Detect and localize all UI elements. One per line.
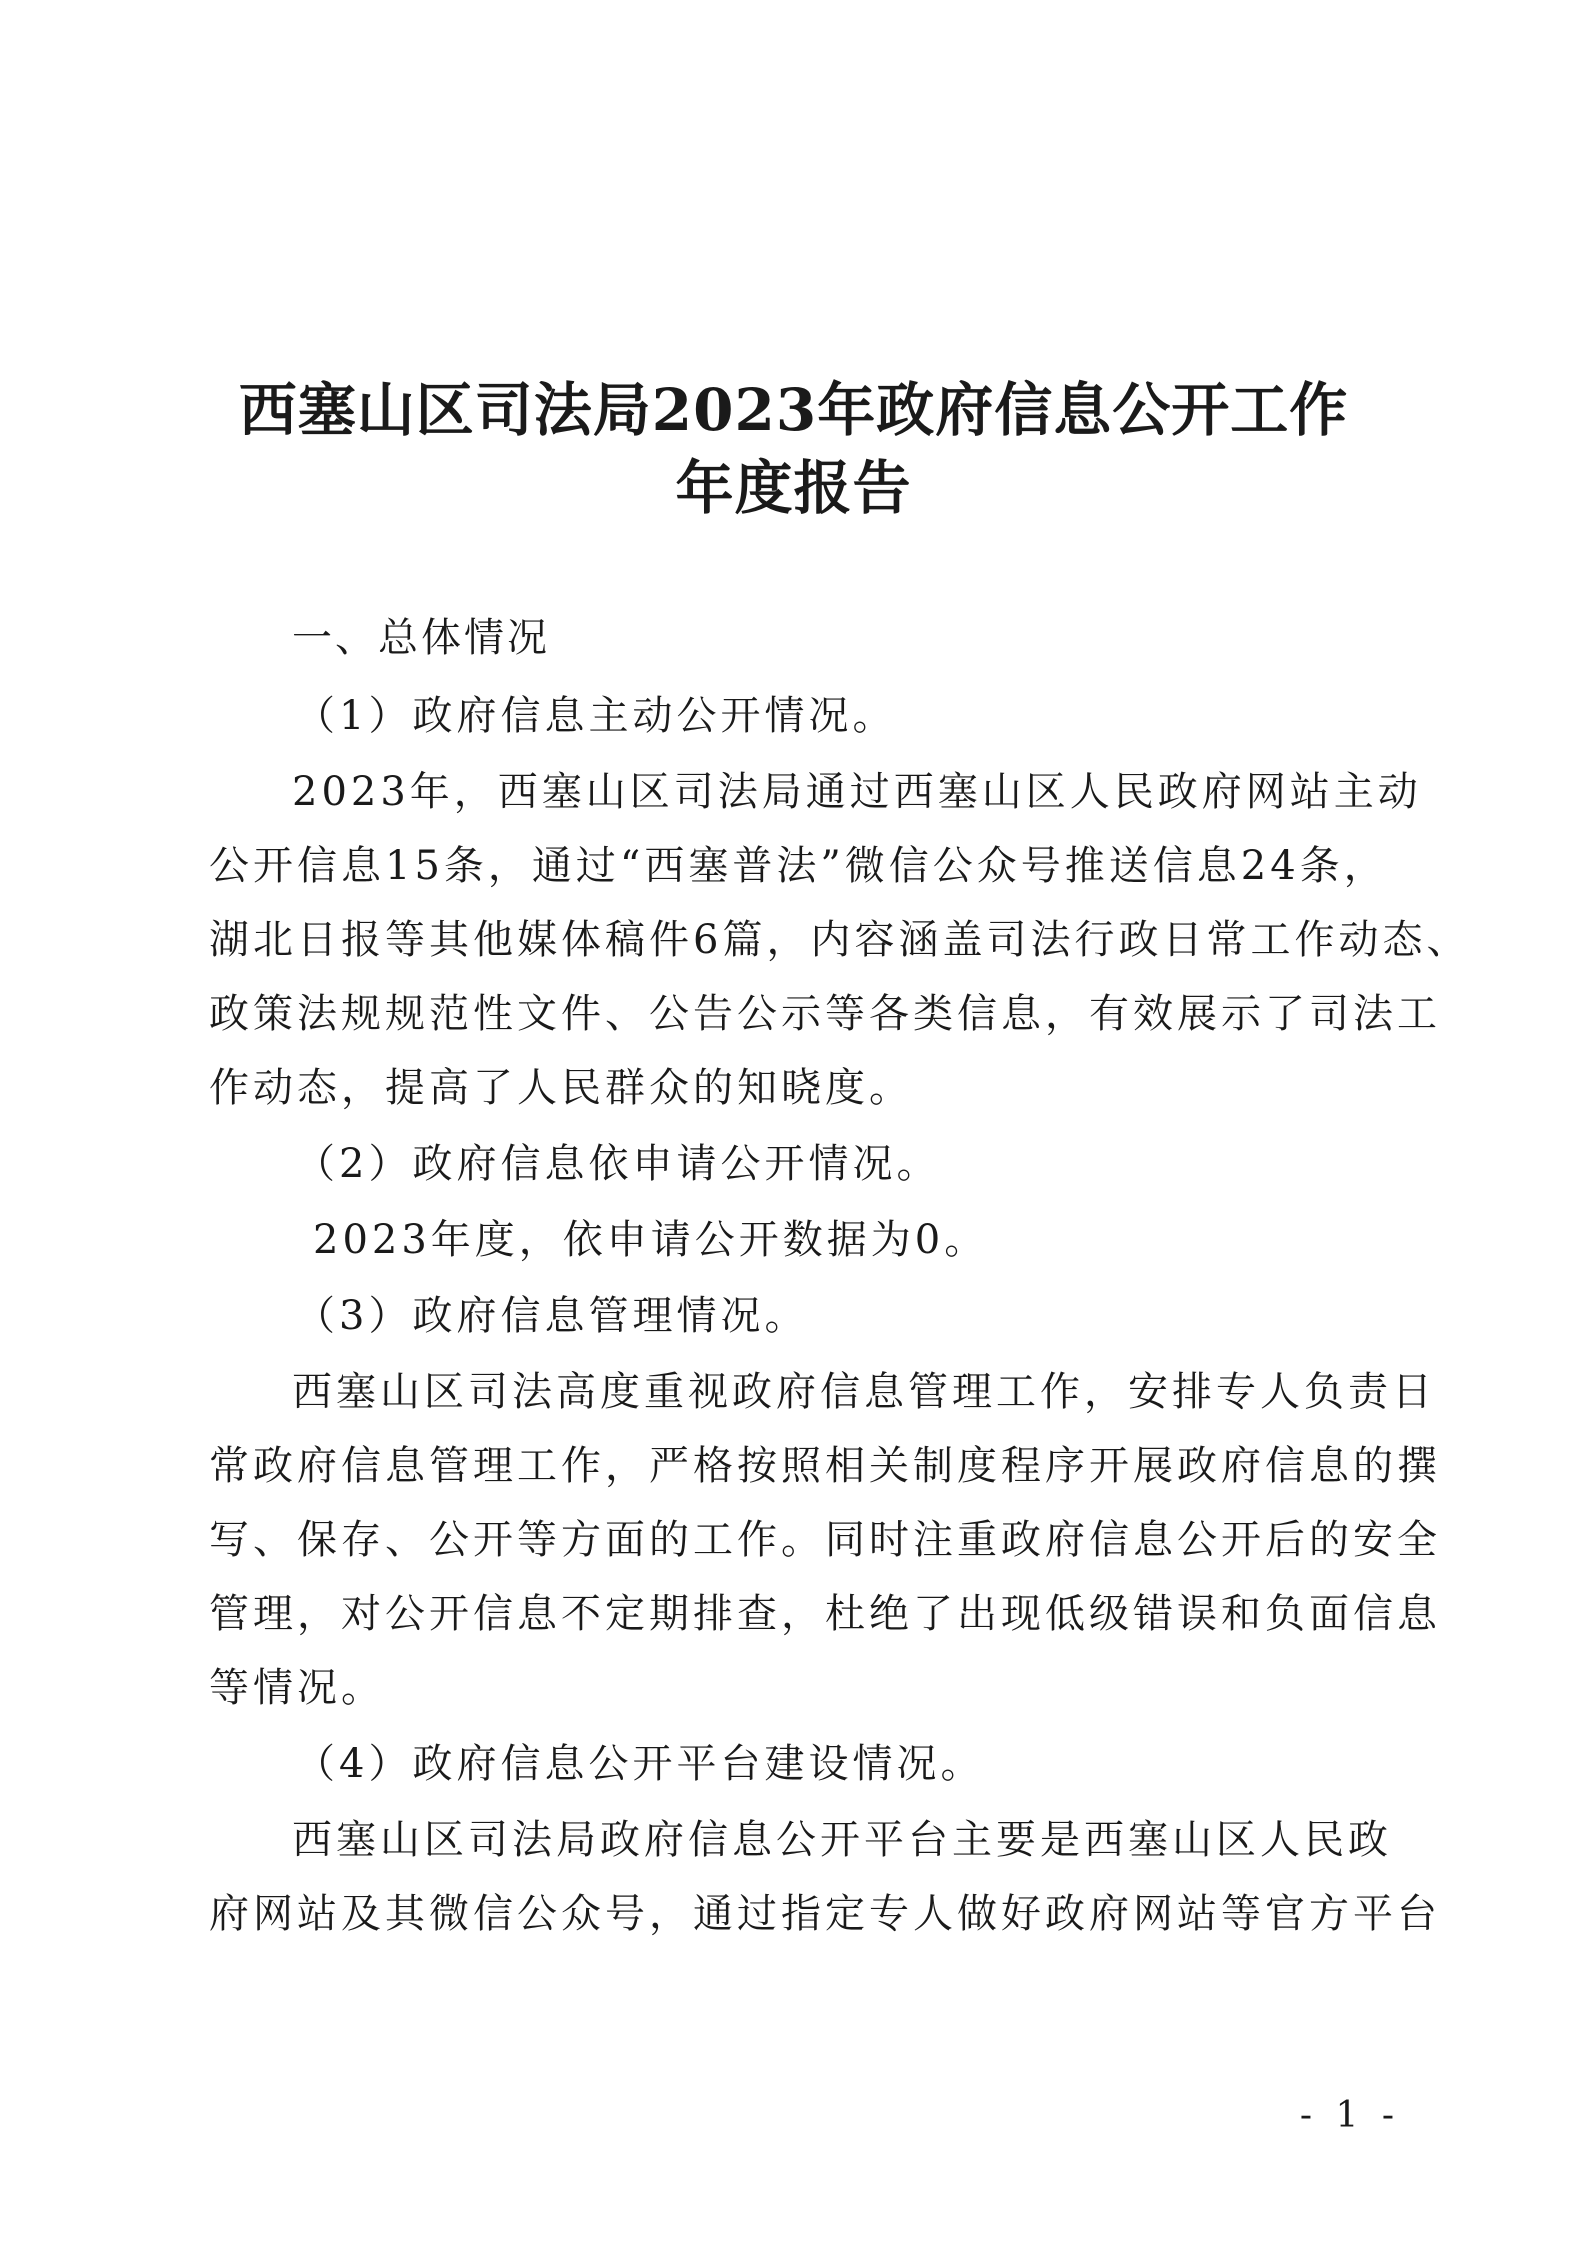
paragraph-line: 管理，对公开信息不定期排查，杜绝了出现低级错误和负面信息 <box>209 1591 1441 1637</box>
paragraph-line: 府网站及其微信公众号，通过指定专人做好政府网站等官方平台 <box>209 1891 1441 1937</box>
paragraph-line: 政策法规规范性文件、公告公示等各类信息，有效展示了司法工 <box>209 991 1441 1037</box>
subsection-heading-1: （1）政府信息主动公开情况。 <box>295 693 897 739</box>
paragraph-line: 写、保存、公开等方面的工作。同时注重政府信息公开后的安全 <box>209 1517 1441 1563</box>
subsection-heading-4: （4）政府信息公开平台建设情况。 <box>295 1741 985 1787</box>
paragraph-line: 等情况。 <box>209 1665 385 1711</box>
section-heading-overview: 一、总体情况 <box>292 615 550 661</box>
paragraph-line: 西塞山区司法高度重视政府信息管理工作，安排专人负责日 <box>292 1369 1436 1415</box>
paragraph-line: 常政府信息管理工作，严格按照相关制度程序开展政府信息的撰 <box>209 1443 1441 1489</box>
paragraph-line: 2023年，西塞山区司法局通过西塞山区人民政府网站主动 <box>292 769 1422 815</box>
report-title-line-2: 年度报告 <box>675 454 912 522</box>
paragraph-line: 作动态，提高了人民群众的知晓度。 <box>209 1065 913 1111</box>
paragraph-line: 西塞山区司法局政府信息公开平台主要是西塞山区人民政 <box>292 1817 1392 1863</box>
paragraph-line: 公开信息15条，通过“西塞普法”微信公众号推送信息24条， <box>209 843 1388 889</box>
page-number: - 1 - <box>1299 2095 1400 2136</box>
subsection-heading-2: （2）政府信息依申请公开情况。 <box>295 1141 941 1187</box>
paragraph-line: 2023年度，依申请公开数据为0。 <box>313 1217 989 1263</box>
subsection-heading-3: （3）政府信息管理情况。 <box>295 1293 809 1339</box>
report-title-line-1: 西塞山区司法局2023年政府信息公开工作 <box>238 376 1349 444</box>
paragraph-line: 湖北日报等其他媒体稿件6篇，内容涵盖司法行政日常工作动态、 <box>209 917 1471 963</box>
